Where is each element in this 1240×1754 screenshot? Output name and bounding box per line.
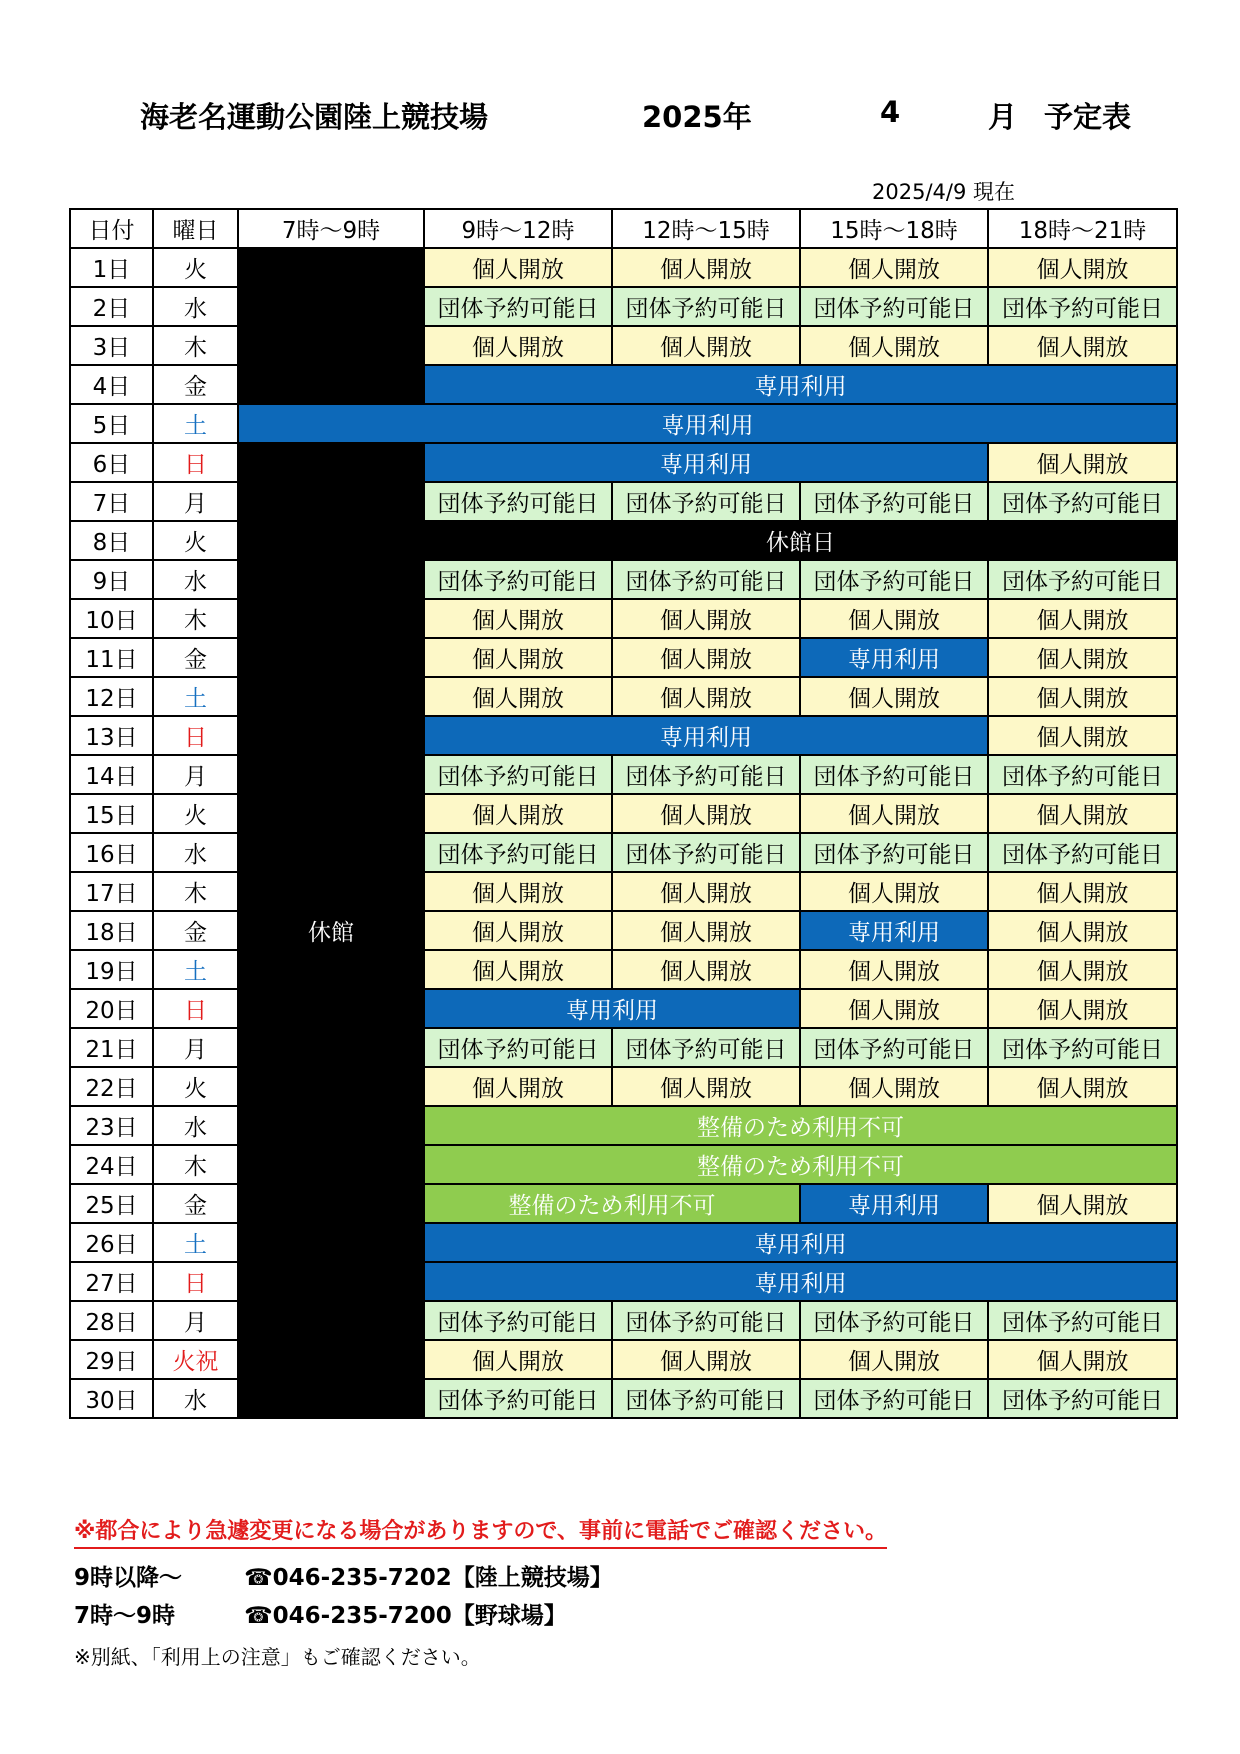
contact-phone: ☎046-235-7202【陸上競技場】 — [244, 1565, 613, 1591]
date-cell: 4日 — [70, 365, 153, 404]
slot-open: 個人開放 — [988, 1340, 1177, 1379]
table-row — [70, 1262, 1177, 1301]
slot-open: 個人開放 — [424, 950, 612, 989]
slot-open: 個人開放 — [988, 677, 1177, 716]
slot-open: 個人開放 — [800, 794, 988, 833]
date-cell: 28日 — [70, 1301, 153, 1340]
date-cell: 5日 — [70, 404, 153, 443]
weekday-cell: 木 — [153, 1145, 238, 1184]
slot-open: 個人開放 — [612, 638, 800, 677]
year: 2025年 — [642, 100, 752, 134]
table-row — [70, 677, 1177, 716]
slot-open: 個人開放 — [800, 599, 988, 638]
table-row — [70, 794, 1177, 833]
slot-group: 団体予約可能日 — [424, 287, 612, 326]
slot-group: 団体予約可能日 — [424, 755, 612, 794]
slot-open: 個人開放 — [612, 794, 800, 833]
weekday-cell: 土 — [153, 404, 238, 443]
weekday-cell: 火 — [153, 794, 238, 833]
date-cell: 8日 — [70, 521, 153, 560]
facility-name: 海老名運動公園陸上競技場 — [140, 100, 489, 134]
slot-group: 団体予約可能日 — [612, 560, 800, 599]
weekday-cell: 土 — [153, 677, 238, 716]
slot-group: 団体予約可能日 — [800, 1379, 988, 1418]
doc-type: 予定表 — [1044, 100, 1132, 134]
slot-open: 個人開放 — [988, 716, 1177, 755]
slot-open: 個人開放 — [612, 872, 800, 911]
date-cell: 13日 — [70, 716, 153, 755]
slot-group: 団体予約可能日 — [612, 482, 800, 521]
slot-group: 団体予約可能日 — [612, 833, 800, 872]
table-row — [70, 1067, 1177, 1106]
weekday-cell: 火祝 — [153, 1340, 238, 1379]
date-cell: 23日 — [70, 1106, 153, 1145]
date-cell: 19日 — [70, 950, 153, 989]
table-row — [70, 1223, 1177, 1262]
slot-closed: 休館日 — [424, 521, 1177, 560]
date-cell: 18日 — [70, 911, 153, 950]
weekday-cell: 水 — [153, 1379, 238, 1418]
slot-open: 個人開放 — [424, 794, 612, 833]
weekday-cell: 木 — [153, 326, 238, 365]
table-row — [70, 1301, 1177, 1340]
slot-open: 個人開放 — [988, 443, 1177, 482]
schedule-table — [69, 208, 1178, 1419]
slot-group: 団体予約可能日 — [424, 482, 612, 521]
table-row — [70, 521, 1177, 560]
col-header-date: 日付 — [70, 209, 153, 248]
slot-group: 団体予約可能日 — [988, 755, 1177, 794]
slot-open: 個人開放 — [612, 677, 800, 716]
early-slot-closed: 休館 — [238, 443, 424, 1418]
slot-open: 個人開放 — [424, 872, 612, 911]
slot-open: 個人開放 — [424, 248, 612, 287]
weekday-cell: 水 — [153, 560, 238, 599]
table-row — [70, 1106, 1177, 1145]
slot-open: 個人開放 — [988, 638, 1177, 677]
slot-open: 個人開放 — [800, 326, 988, 365]
table-row — [70, 482, 1177, 521]
weekday-cell: 木 — [153, 599, 238, 638]
date-cell: 24日 — [70, 1145, 153, 1184]
date-cell: 1日 — [70, 248, 153, 287]
col-header-9-12: 9時～12時 — [424, 209, 612, 248]
date-cell: 25日 — [70, 1184, 153, 1223]
slot-exclusive: 専用利用 — [800, 911, 988, 950]
date-cell: 20日 — [70, 989, 153, 1028]
weekday-cell: 火 — [153, 1067, 238, 1106]
table-row — [70, 638, 1177, 677]
slot-open: 個人開放 — [424, 638, 612, 677]
weekday-cell: 月 — [153, 482, 238, 521]
contact-label: 9時以降～ — [74, 1565, 183, 1591]
slot-open: 個人開放 — [988, 950, 1177, 989]
slot-open: 個人開放 — [424, 1340, 612, 1379]
table-row — [70, 1379, 1177, 1418]
weekday-cell: 木 — [153, 872, 238, 911]
table-row — [70, 716, 1177, 755]
table-row — [70, 911, 1177, 950]
weekday-cell: 月 — [153, 755, 238, 794]
slot-group: 団体予約可能日 — [800, 1028, 988, 1067]
weekday-cell: 金 — [153, 911, 238, 950]
slot-open: 個人開放 — [988, 794, 1177, 833]
slot-group: 団体予約可能日 — [424, 1379, 612, 1418]
weekday-cell: 金 — [153, 1184, 238, 1223]
slot-group: 団体予約可能日 — [424, 1028, 612, 1067]
slot-exclusive: 専用利用 — [424, 1262, 1177, 1301]
table-row — [70, 1340, 1177, 1379]
slot-group: 団体予約可能日 — [988, 833, 1177, 872]
date-cell: 22日 — [70, 1067, 153, 1106]
col-header-7-9: 7時～9時 — [238, 209, 424, 248]
table-row — [70, 1028, 1177, 1067]
table-row — [70, 1184, 1177, 1223]
table-row — [70, 1145, 1177, 1184]
date-cell: 30日 — [70, 1379, 153, 1418]
contact-line — [74, 1597, 1174, 1633]
slot-open: 個人開放 — [612, 1340, 800, 1379]
date-cell: 11日 — [70, 638, 153, 677]
header-row — [70, 209, 1177, 248]
as-of-date: 2025/4/9 現在 — [872, 180, 1015, 204]
slot-group: 団体予約可能日 — [988, 1379, 1177, 1418]
table-row — [70, 326, 1177, 365]
slot-open: 個人開放 — [800, 248, 988, 287]
slot-group: 団体予約可能日 — [988, 1301, 1177, 1340]
table-row — [70, 365, 1177, 404]
slot-open: 個人開放 — [988, 872, 1177, 911]
table-row — [70, 443, 1177, 482]
slot-group: 団体予約可能日 — [612, 287, 800, 326]
slot-group: 団体予約可能日 — [800, 560, 988, 599]
date-cell: 6日 — [70, 443, 153, 482]
slot-open: 個人開放 — [612, 1067, 800, 1106]
weekday-cell: 日 — [153, 989, 238, 1028]
slot-group: 団体予約可能日 — [612, 1301, 800, 1340]
month-suffix: 月 — [988, 100, 1018, 134]
date-cell: 16日 — [70, 833, 153, 872]
contact-line — [74, 1559, 1174, 1595]
date-cell: 2日 — [70, 287, 153, 326]
slot-open: 個人開放 — [800, 989, 988, 1028]
col-header-18-21: 18時～21時 — [988, 209, 1177, 248]
title-row — [0, 95, 1240, 145]
weekday-cell: 金 — [153, 638, 238, 677]
slot-exclusive: 専用利用 — [800, 638, 988, 677]
month-number: 4 — [880, 95, 901, 129]
slot-exclusive: 専用利用 — [238, 404, 1177, 443]
date-cell: 26日 — [70, 1223, 153, 1262]
slot-group: 団体予約可能日 — [988, 482, 1177, 521]
slot-maint: 整備のため利用不可 — [424, 1184, 800, 1223]
slot-open: 個人開放 — [612, 950, 800, 989]
date-cell: 21日 — [70, 1028, 153, 1067]
col-header-12-15: 12時～15時 — [612, 209, 800, 248]
slot-group: 団体予約可能日 — [424, 560, 612, 599]
slot-open: 個人開放 — [988, 911, 1177, 950]
slot-exclusive: 専用利用 — [424, 1223, 1177, 1262]
schedule-body — [70, 248, 1177, 1418]
slot-open: 個人開放 — [800, 950, 988, 989]
weekday-cell: 土 — [153, 1223, 238, 1262]
weekday-cell: 日 — [153, 716, 238, 755]
early-slot-closed — [238, 287, 424, 326]
slot-open: 個人開放 — [424, 1067, 612, 1106]
change-warning: ※都合により急遽変更になる場合がありますので、事前に電話でご確認ください。 — [74, 1514, 887, 1549]
slot-open: 個人開放 — [988, 599, 1177, 638]
slot-open: 個人開放 — [424, 677, 612, 716]
slot-group: 団体予約可能日 — [612, 1028, 800, 1067]
slot-exclusive: 専用利用 — [424, 716, 988, 755]
slot-group: 団体予約可能日 — [612, 1379, 800, 1418]
weekday-cell: 火 — [153, 248, 238, 287]
slot-open: 個人開放 — [800, 677, 988, 716]
slot-exclusive: 専用利用 — [800, 1184, 988, 1223]
date-cell: 3日 — [70, 326, 153, 365]
table-row — [70, 872, 1177, 911]
slot-exclusive: 専用利用 — [424, 989, 800, 1028]
slot-open: 個人開放 — [612, 248, 800, 287]
slot-open: 個人開放 — [988, 326, 1177, 365]
weekday-cell: 月 — [153, 1028, 238, 1067]
slot-group: 団体予約可能日 — [800, 287, 988, 326]
slot-open: 個人開放 — [988, 989, 1177, 1028]
slot-group: 団体予約可能日 — [800, 482, 988, 521]
early-slot-closed — [238, 326, 424, 365]
weekday-cell: 水 — [153, 287, 238, 326]
slot-open: 個人開放 — [424, 599, 612, 638]
slot-exclusive: 専用利用 — [424, 443, 988, 482]
slot-open: 個人開放 — [424, 911, 612, 950]
date-cell: 7日 — [70, 482, 153, 521]
table-row — [70, 248, 1177, 287]
table-row — [70, 599, 1177, 638]
slot-open: 個人開放 — [800, 1067, 988, 1106]
table-row — [70, 560, 1177, 599]
slot-open: 個人開放 — [612, 911, 800, 950]
table-row — [70, 287, 1177, 326]
col-header-weekday: 曜日 — [153, 209, 238, 248]
slot-group: 団体予約可能日 — [800, 833, 988, 872]
early-slot-closed — [238, 365, 424, 404]
slot-group: 団体予約可能日 — [424, 833, 612, 872]
slot-open: 個人開放 — [612, 326, 800, 365]
weekday-cell: 水 — [153, 1106, 238, 1145]
early-slot-closed — [238, 248, 424, 287]
contact-phone: ☎046-235-7200【野球場】 — [244, 1603, 567, 1629]
slot-group: 団体予約可能日 — [800, 1301, 988, 1340]
slot-open: 個人開放 — [800, 1340, 988, 1379]
date-cell: 15日 — [70, 794, 153, 833]
contact-label: 7時～9時 — [74, 1603, 176, 1629]
weekday-cell: 月 — [153, 1301, 238, 1340]
table-row — [70, 755, 1177, 794]
table-row — [70, 989, 1177, 1028]
table-row — [70, 950, 1177, 989]
slot-group: 団体予約可能日 — [612, 755, 800, 794]
table-row — [70, 404, 1177, 443]
slot-open: 個人開放 — [988, 1184, 1177, 1223]
slot-open: 個人開放 — [612, 599, 800, 638]
slot-open: 個人開放 — [988, 248, 1177, 287]
date-cell: 10日 — [70, 599, 153, 638]
col-header-15-18: 15時～18時 — [800, 209, 988, 248]
slot-open: 個人開放 — [800, 872, 988, 911]
slot-open: 個人開放 — [988, 1067, 1177, 1106]
weekday-cell: 火 — [153, 521, 238, 560]
date-cell: 29日 — [70, 1340, 153, 1379]
date-cell: 14日 — [70, 755, 153, 794]
slot-open: 個人開放 — [424, 326, 612, 365]
date-cell: 27日 — [70, 1262, 153, 1301]
notes — [74, 1514, 1174, 1670]
table-row — [70, 833, 1177, 872]
slot-group: 団体予約可能日 — [424, 1301, 612, 1340]
date-cell: 12日 — [70, 677, 153, 716]
usage-notice-footnote: ※別紙、「利用上の注意」もご確認ください。 — [74, 1645, 481, 1669]
date-cell: 9日 — [70, 560, 153, 599]
weekday-cell: 水 — [153, 833, 238, 872]
date-cell: 17日 — [70, 872, 153, 911]
slot-exclusive: 専用利用 — [424, 365, 1177, 404]
slot-group: 団体予約可能日 — [988, 287, 1177, 326]
weekday-cell: 金 — [153, 365, 238, 404]
slot-group: 団体予約可能日 — [800, 755, 988, 794]
slot-maint: 整備のため利用不可 — [424, 1145, 1177, 1184]
slot-group: 団体予約可能日 — [988, 1028, 1177, 1067]
weekday-cell: 土 — [153, 950, 238, 989]
weekday-cell: 日 — [153, 443, 238, 482]
slot-maint: 整備のため利用不可 — [424, 1106, 1177, 1145]
weekday-cell: 日 — [153, 1262, 238, 1301]
slot-group: 団体予約可能日 — [988, 560, 1177, 599]
